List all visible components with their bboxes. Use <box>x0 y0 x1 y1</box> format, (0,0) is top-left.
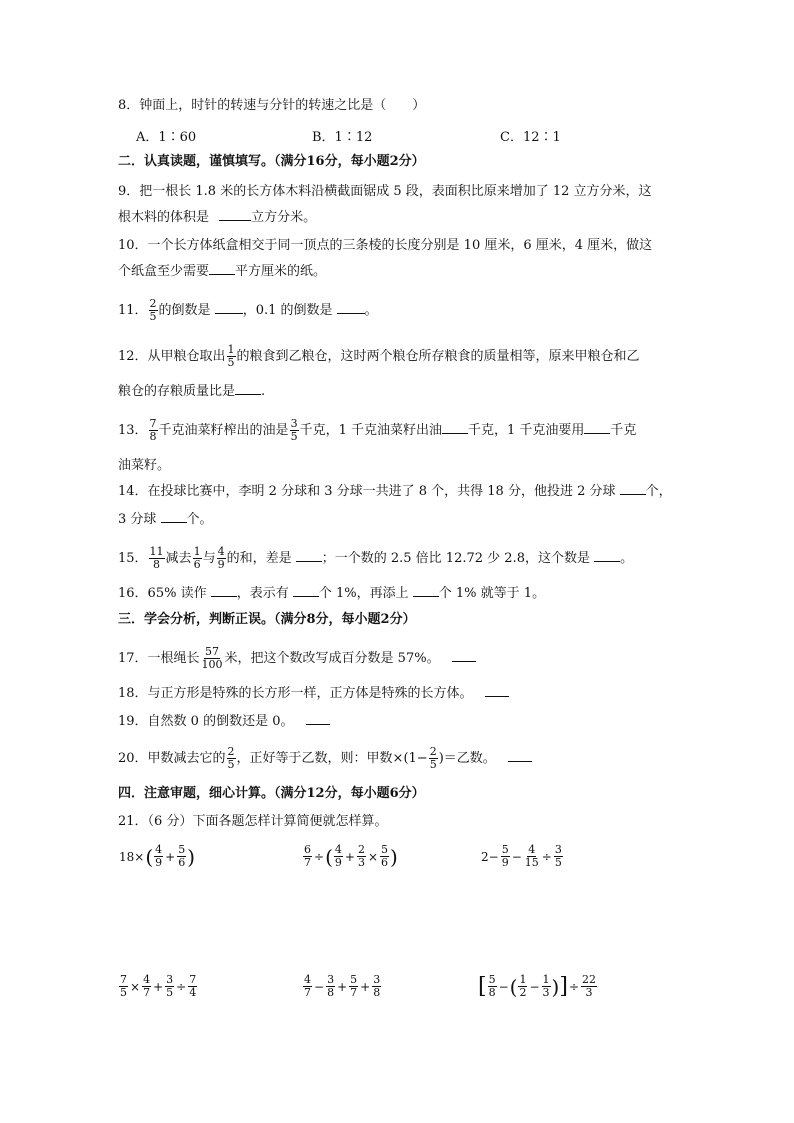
q17-text-a: 17．一根绳长 <box>118 651 200 666</box>
q12-text-c: 粮仓的存粮质量比是 <box>118 384 236 399</box>
answer-blank[interactable] <box>594 549 620 562</box>
answer-blank[interactable] <box>161 510 187 523</box>
q13-text-c: 千克，1 千克油要用 <box>467 423 585 438</box>
question-10-line1: 10．一个长方体纸盒相交于同一顶点的三条棱的长度分别是 10 厘米，6 厘米，4 厘米，做这 <box>118 238 653 253</box>
section-2-heading: 二．认真读题，谨慎填写。（满分16分，每小题2分） <box>118 154 425 169</box>
fraction: $\frac{2}{5}$ <box>149 297 157 323</box>
q15-text-d: ；一个数的 2.5 倍比 12.72 少 2.8，这个数是 <box>321 551 590 566</box>
question-12-line1 <box>118 344 640 369</box>
q13-text-b: 千克，1 千克油菜籽出油 <box>299 423 442 438</box>
answer-blank[interactable] <box>413 584 439 597</box>
q9-text-b: 立方分米。 <box>251 210 317 225</box>
fraction: $\frac{3}{5}$ <box>290 417 298 443</box>
section-4-heading: 四．注意审题，细心计算。（满分12分，每小题6分） <box>118 786 425 801</box>
question-14-line1 <box>118 482 672 502</box>
expression-2: $\frac{6}{7}$ ÷ ( $\frac{4}{9}$ + $\frac{2}{3}$ × $\frac{5}{6}$ ) <box>304 843 398 869</box>
expression-5: $\frac{4}{7}$ − $\frac{3}{8}$ + $\frac{5}{7}$ + $\frac{3}{8}$ <box>304 973 381 999</box>
question-8 <box>118 96 425 116</box>
answer-blank[interactable] <box>584 421 610 434</box>
answer-blank[interactable] <box>306 712 330 725</box>
q15-num: 15． <box>118 551 148 566</box>
question-19 <box>118 712 330 732</box>
fraction: $\frac{2}{5}$ <box>227 745 235 771</box>
q13-num: 13． <box>118 423 148 438</box>
q13-text-a: 千克油菜籽榨出的油是 <box>158 423 289 438</box>
q18-text: 18．与正方形是特殊的长方形一样，正方体是特殊的长方体。 <box>118 686 473 701</box>
q16-text-a: 16．65% 读作 <box>118 586 207 601</box>
q15-text-a: 减去 <box>165 551 192 566</box>
q9-text-a: 根木料的体积是 <box>118 210 210 225</box>
q10-text-b: 平方厘米的纸。 <box>235 264 327 279</box>
q20-text-a: 20．甲数减去它的 <box>118 751 226 766</box>
answer-blank[interactable] <box>485 684 509 697</box>
question-17 <box>118 646 476 671</box>
answer-blank[interactable] <box>337 301 365 314</box>
q10-text-a: 个纸盒至少需要 <box>118 264 210 279</box>
fraction: $\frac{1}{6}$ <box>193 545 201 571</box>
question-10-line2 <box>118 262 326 282</box>
question-13-line2: 油菜籽。 <box>118 458 171 473</box>
q19-text: 19．自然数 0 的倒数还是 0。 <box>118 714 294 729</box>
q20-text-c: )＝乙数。 <box>438 751 496 766</box>
expression-6: [ $\frac{5}{8}$ − ( $\frac{1}{2}$ − $\frac{1}{3}$ ) ] ÷ $\frac{22}{3}$ <box>478 973 596 999</box>
answer-blank[interactable] <box>215 301 243 314</box>
q11-text-c: 。 <box>364 303 378 318</box>
question-16 <box>118 584 545 604</box>
q14-text-d: 个。 <box>186 512 213 527</box>
q11-text-b: ，0.1 的倒数是 <box>242 303 333 318</box>
section-3-heading: 三．学会分析，判断正误。（满分8分，每小题2分） <box>118 612 416 627</box>
q14-text-c: 3 分球 <box>118 512 157 527</box>
q11-text-a: 的倒数是 <box>158 303 211 318</box>
answer-blank[interactable] <box>211 584 237 597</box>
fraction: $\frac{7}{8}$ <box>149 417 157 443</box>
answer-blank[interactable] <box>442 421 468 434</box>
fraction: $\frac{11}{8}$ <box>149 545 164 571</box>
answer-blank[interactable] <box>293 584 319 597</box>
fraction: $\frac{4}{9}$ <box>217 545 225 571</box>
q15-text-e: 。 <box>620 551 634 566</box>
q12-text-d: . <box>261 384 266 399</box>
question-8-text: 8．钟面上，时针的转速与分针的转速之比是（ ） <box>118 98 426 113</box>
q16-text-d: 个 1% 就等于 1。 <box>438 586 546 601</box>
answer-blank[interactable] <box>209 262 235 275</box>
q17-text-b: 米，把这个数改写成百分数是 57%。 <box>224 651 440 666</box>
answer-blank[interactable] <box>296 549 322 562</box>
option-c: C．12∶1 <box>500 130 561 145</box>
answer-blank[interactable] <box>452 649 476 662</box>
question-14-line2 <box>118 510 213 530</box>
q16-text-b: ，表示有 <box>236 586 289 601</box>
q12-text-b: 的粮食到乙粮仓，这时两个粮仓所存粮食的质量相等，原来甲粮仓和乙 <box>236 349 640 364</box>
q13-text-d: 千克 <box>610 423 637 438</box>
q20-text-b: ，正好等于乙数，则：甲数×(1− <box>236 751 428 766</box>
answer-blank[interactable] <box>219 208 251 221</box>
option-b: B．1∶12 <box>312 130 373 145</box>
answer-blank[interactable] <box>235 382 261 395</box>
expression-3: 2− $\frac{5}{9}$ − $\frac{4}{15}$ ÷ $\frac{3}{5}$ <box>481 843 562 869</box>
question-21: 21．（6 分）下面各题怎样计算简便就怎样算。 <box>118 814 388 829</box>
question-9-line2 <box>118 208 316 228</box>
q11-num: 11． <box>118 303 148 318</box>
q14-text-b: 个， <box>645 484 672 499</box>
option-a: A．1∶60 <box>136 130 197 145</box>
q15-text-c: 的和，差是 <box>226 551 292 566</box>
q16-text-c: 个 1%，再添上 <box>318 586 409 601</box>
fraction: $\frac{2}{5}$ <box>429 745 437 771</box>
q14-text-a: 14．在投球比赛中，李明 2 分球和 3 分球一共进了 8 个，共得 18 分，他投进 2 分球 <box>118 484 616 499</box>
question-12-line2 <box>118 382 265 402</box>
q12-text-a: 12．从甲粮仓取出 <box>118 349 226 364</box>
question-18 <box>118 684 509 704</box>
expression-1: 18× ( $\frac{4}{9}$ + $\frac{5}{6}$ ) <box>119 843 196 869</box>
question-15 <box>118 546 633 571</box>
question-11 <box>118 298 378 323</box>
fraction: $\frac{1}{5}$ <box>227 343 235 369</box>
answer-blank[interactable] <box>508 749 532 762</box>
q15-text-b: 与 <box>202 551 216 566</box>
question-20 <box>118 746 532 771</box>
question-13-line1 <box>118 418 636 443</box>
fraction: $\frac{57}{100}$ <box>201 645 223 671</box>
expression-4: $\frac{7}{5}$ × $\frac{4}{7}$ + $\frac{3}{5}$ ÷ $\frac{7}{4}$ <box>120 973 197 999</box>
answer-blank[interactable] <box>620 482 646 495</box>
question-9-line1: 9．把一根长 1.8 米的长方体木料沿横截面锯成 5 段，表面积比原来增加了 12 立方分米，这 <box>118 184 652 199</box>
